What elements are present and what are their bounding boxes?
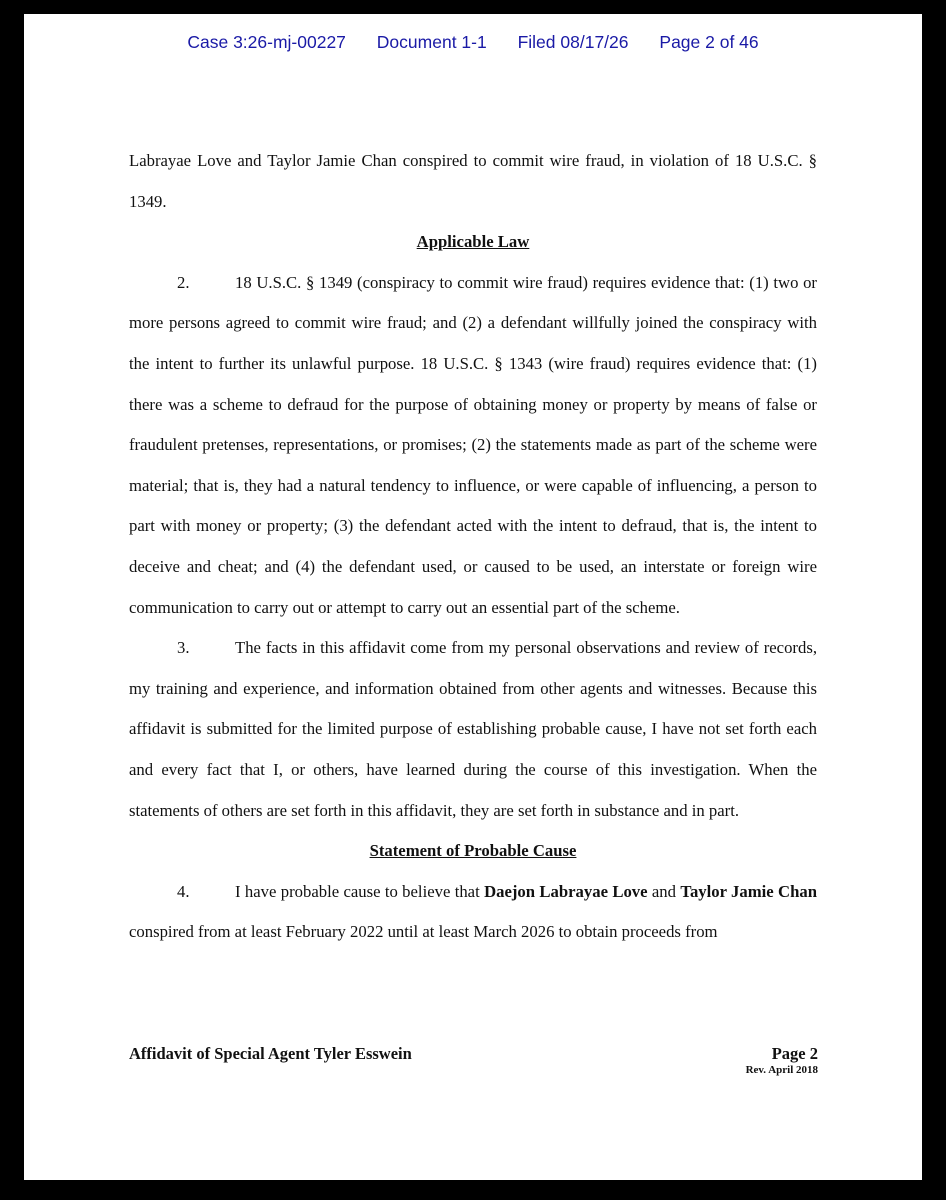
paragraph-number: 4.	[177, 881, 190, 901]
heading-applicable-law: Applicable Law	[416, 232, 530, 252]
paragraph-4	[129, 872, 817, 953]
revision-date: Rev. April 2018	[745, 1064, 818, 1076]
footer-title: Affidavit of Special Agent Tyler Esswein	[129, 1044, 412, 1063]
paragraph-3	[129, 628, 817, 831]
paragraph-number: 3.	[177, 638, 190, 658]
heading-probable-cause: Statement of Probable Cause	[369, 841, 577, 861]
paragraph-2	[129, 263, 817, 628]
defendant-name-1: Daejon Labrayae Love	[484, 881, 648, 901]
paragraph-text: 18 U.S.C. § 1349 (conspiracy to commit wire fraud) requires evidence that: (1) two or more persons agreed to commit wire fraud; and (2) a defendant willfully joined the conspiracy with the intent to further its unlawful purpose. 18 U.S.C. § 1343 (wire fraud) requires evidence that: (1) there was a scheme to defraud for the purpose of obtaining money or property by means of false or fraudulent pretenses, representations, or promises; (2) the statements made as part of the scheme were material; that is, they had a natural tendency to influence, or were capable of influencing, a person to part with money or property; (3) the defendant acted with the intent to defraud, that is, the intent to deceive and cheat; and (4) the defendant used, or caused to be used, an interstate or foreign wire communication to carry out or attempt to carry out an essential part of the scheme.	[129, 272, 817, 617]
paragraph-text: conspired from at least February 2022 until at least March 2026 to obtain proceeds from	[129, 922, 718, 942]
paragraph-number: 2.	[177, 272, 190, 292]
filed-date: Filed 08/17/26	[517, 32, 629, 52]
document-body	[129, 141, 817, 953]
paragraph-text: I have probable cause to believe that	[235, 881, 485, 901]
ecf-header	[24, 32, 922, 53]
intro-paragraph: Labrayae Love and Taylor Jamie Chan conspired to commit wire fraud, in violation of 18 U.S.C. § 1349.	[129, 151, 817, 211]
footer-page-number: Page 2	[771, 1044, 818, 1063]
paragraph-text: The facts in this affidavit come from my personal observations and review of records, my training and experience, and information obtained from other agents and witnesses. Because this affidavit is submitted for the limited purpose of establishing probable cause, I have not set forth each and every fact that I, or others, have learned during the course of this investigation. When the statements of others are set forth in this affidavit, they are set forth in substance and in part.	[129, 638, 817, 820]
document-number: Document 1-1	[376, 32, 487, 52]
case-number: Case 3:26-mj-00227	[187, 32, 346, 52]
defendant-name-2: Taylor Jamie Chan	[680, 881, 817, 901]
paragraph-text: and	[647, 881, 681, 901]
page-count: Page 2 of 46	[659, 32, 759, 52]
document-page	[24, 14, 922, 1180]
